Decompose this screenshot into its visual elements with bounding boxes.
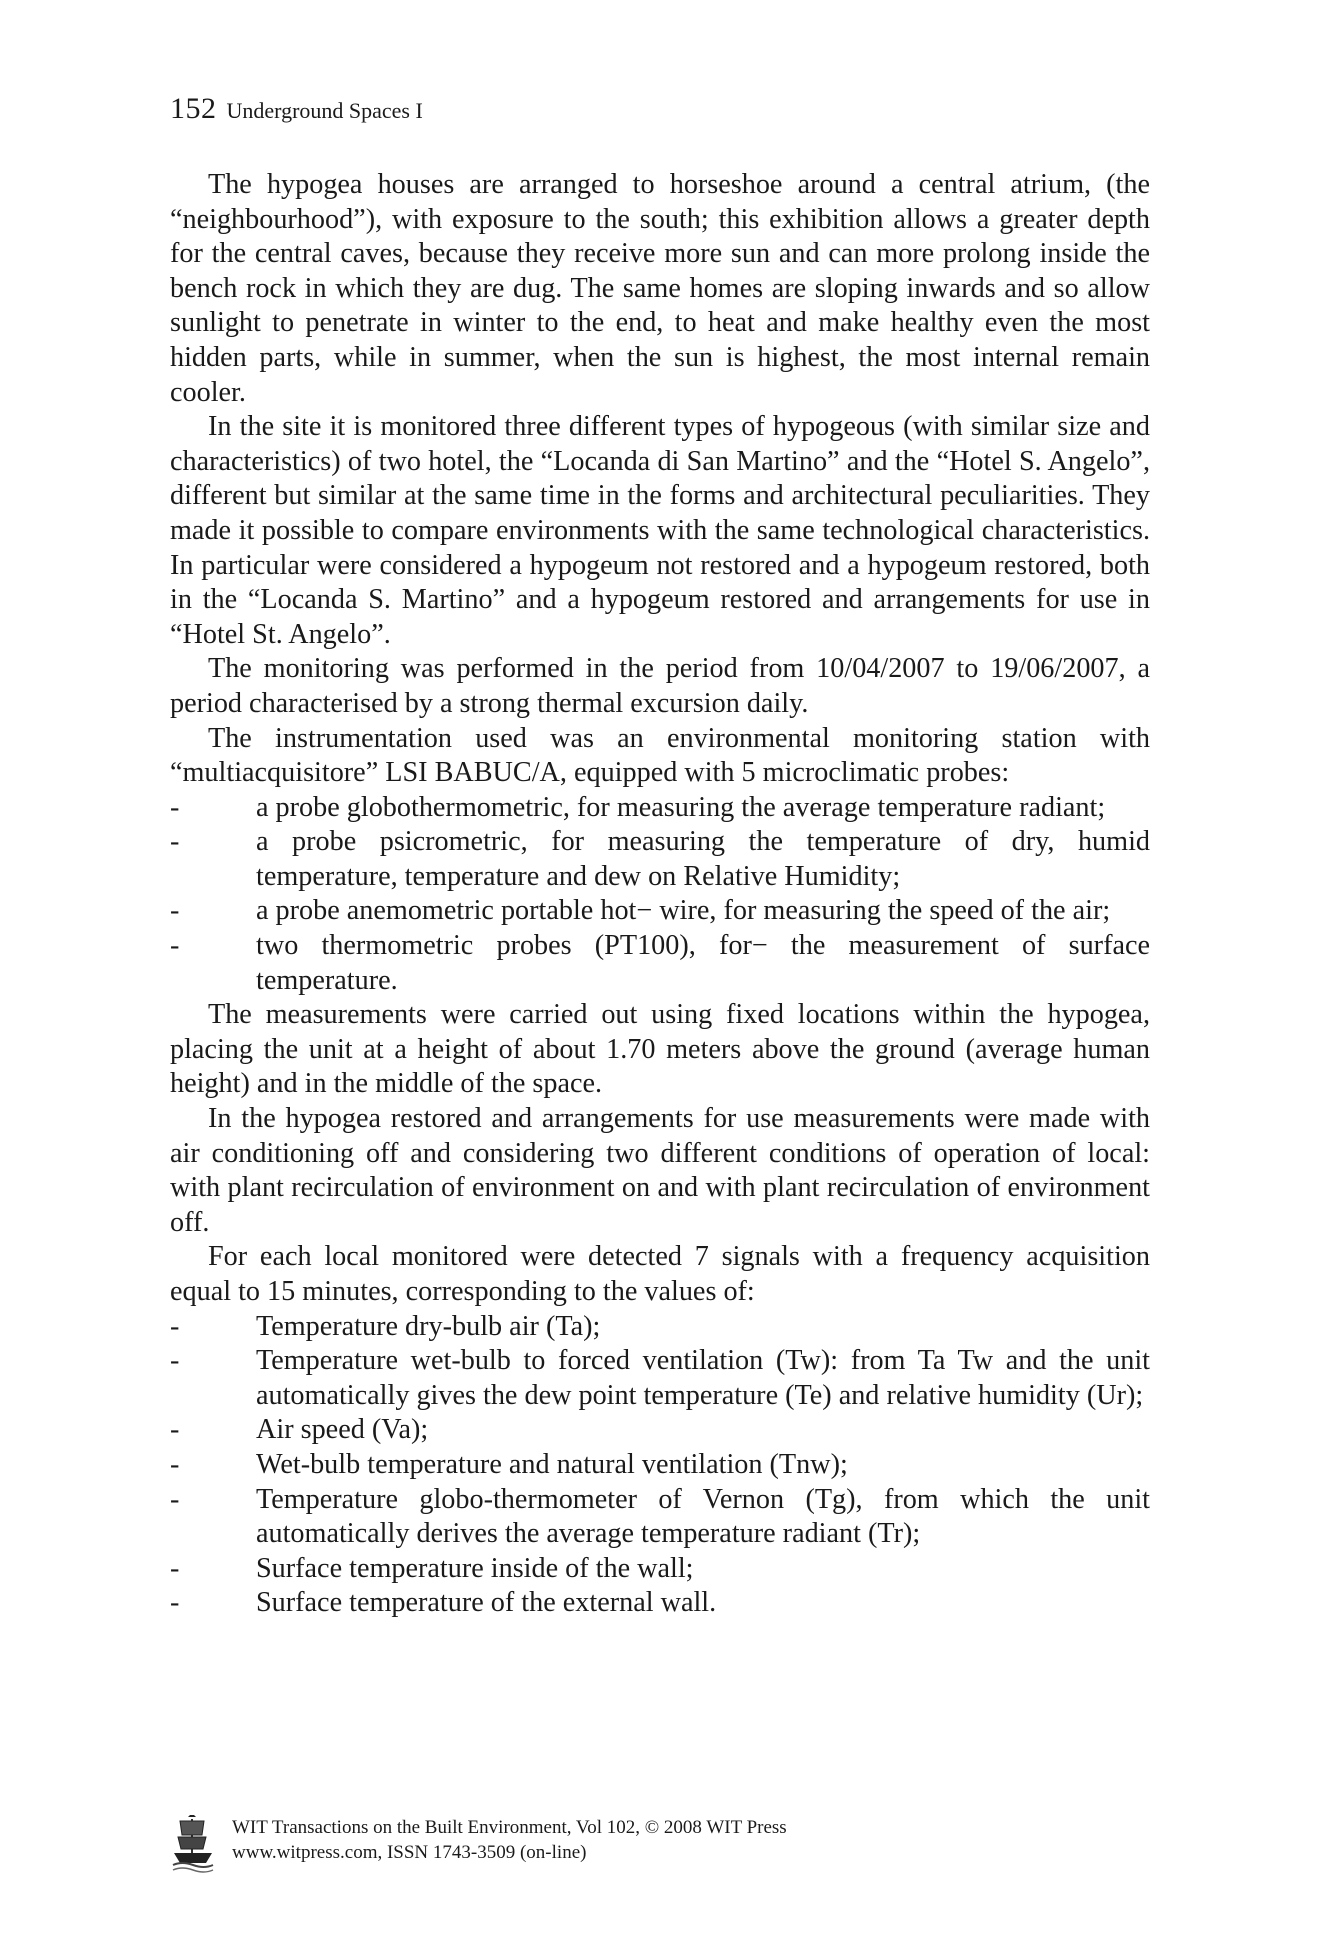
list-marker: - [170, 1310, 180, 1342]
paragraph: The instrumentation used was an environmental monitoring station with “multiacquisitore” LSI BABUC/A, equipped with 5 microclimatic probes: [170, 722, 1150, 789]
footer-issn: www.witpress.com, ISSN 1743-3509 (on-line) [232, 1842, 587, 1863]
list-item-text: Air speed (Va); [256, 1414, 429, 1446]
paragraph: In the site it is monitored three different types of hypogeous (with similar size and characteristics) of two hotel, the “Locanda di San Martino” and the “Hotel S. Angelo”, different but similar at the same time in the forms and architectural peculiarities. They made it possible to compare environments with the same technological characteristics. In particular were considered a hypogeum not restored and a hypogeum restored, both in the “Locanda S. Martino” and a hypogeum restored and arrangements for use in “Hotel St. Angelo”. [170, 411, 1150, 650]
list-marker: - [170, 1345, 180, 1377]
signals-list [170, 1310, 1150, 1621]
page-header [170, 92, 423, 126]
list-marker: - [170, 1414, 180, 1446]
list-item [170, 1413, 1150, 1448]
list-item [170, 1586, 1150, 1621]
list-item [170, 791, 1150, 826]
list-item-text: Temperature wet-bulb to forced ventilation (Tw): from Ta Tw and the unit automatically gives the dew point temperature (Te) and relative humidity (Ur); [256, 1345, 1150, 1411]
paragraph: The hypogea houses are arranged to horseshoe around a central atrium, (the “neighbourhood”), with exposure to the south; this exhibition allows a greater depth for the central caves, because they receive more sun and can more prolong inside the bench rock in which they are dug. The same homes are sloping inwards and so allow sunlight to penetrate in winter to the end, to heat and make healthy even the most hidden parts, while in summer, when the sun is highest, the most internal remain cooler. [170, 169, 1150, 408]
list-marker: - [170, 1552, 180, 1584]
body-text [170, 168, 1150, 1621]
list-marker: - [170, 1448, 180, 1480]
list-item [170, 1310, 1150, 1345]
footer-copyright: WIT Transactions on the Built Environment, Vol 102, © 2008 WIT Press [232, 1817, 787, 1838]
list-marker: - [170, 791, 180, 823]
list-item-text: a probe psicrometric, for measuring the temperature of dry, humid temperature, temperature and dew on Relative Humidity; [256, 826, 1150, 892]
list-item-text: Surface temperature of the external wall. [256, 1587, 717, 1619]
paragraph: In the hypogea restored and arrangements for use measurements were made with air conditioning off and considering two different conditions of operation of local: with plant recirculation of environment on and with plant recirculation of environment off. [170, 1103, 1150, 1238]
list-marker: - [170, 930, 180, 962]
paragraph: For each local monitored were detected 7 signals with a frequency acquisition equal to 15 minutes, corresponding to the values of: [170, 1241, 1150, 1307]
list-item-text: two thermometric probes (PT100), for− the measurement of surface temperature. [256, 930, 1150, 996]
page-number: 152 [170, 92, 217, 125]
list-item [170, 894, 1150, 929]
list-marker: - [170, 1587, 180, 1619]
probes-list [170, 791, 1150, 999]
list-item-text: a probe anemometric portable hot− wire, for measuring the speed of the air; [256, 895, 1111, 927]
paragraph: The monitoring was performed in the period from 10/04/2007 to 19/06/2007, a period characterised by a strong thermal excursion daily. [170, 653, 1150, 719]
list-item-text: Temperature globo-thermometer of Vernon (Tg), from which the unit automatically derives the average temperature radiant (Tr); [256, 1483, 1150, 1550]
list-item [170, 929, 1150, 998]
list-item [170, 825, 1150, 894]
page-footer [170, 1815, 1070, 1875]
list-item [170, 1344, 1150, 1413]
running-title: Underground Spaces I [226, 98, 423, 123]
list-item-text: Temperature dry-bulb air (Ta); [256, 1310, 601, 1342]
list-item-text: a probe globothermometric, for measuring the average temperature radiant; [256, 791, 1106, 823]
wit-press-ship-logo-icon [170, 1815, 216, 1873]
list-item [170, 1483, 1150, 1552]
footer-text [232, 1815, 787, 1865]
list-marker: - [170, 895, 180, 927]
list-marker: - [170, 826, 180, 858]
list-item-text: Surface temperature inside of the wall; [256, 1552, 694, 1584]
paragraph: The measurements were carried out using fixed locations within the hypogea, placing the unit at a height of about 1.70 meters above the ground (average human height) and in the middle of the space. [170, 999, 1150, 1100]
list-item [170, 1448, 1150, 1483]
list-item-text: Wet-bulb temperature and natural ventilation (Tnw); [256, 1448, 848, 1480]
list-item [170, 1552, 1150, 1587]
list-marker: - [170, 1483, 180, 1515]
